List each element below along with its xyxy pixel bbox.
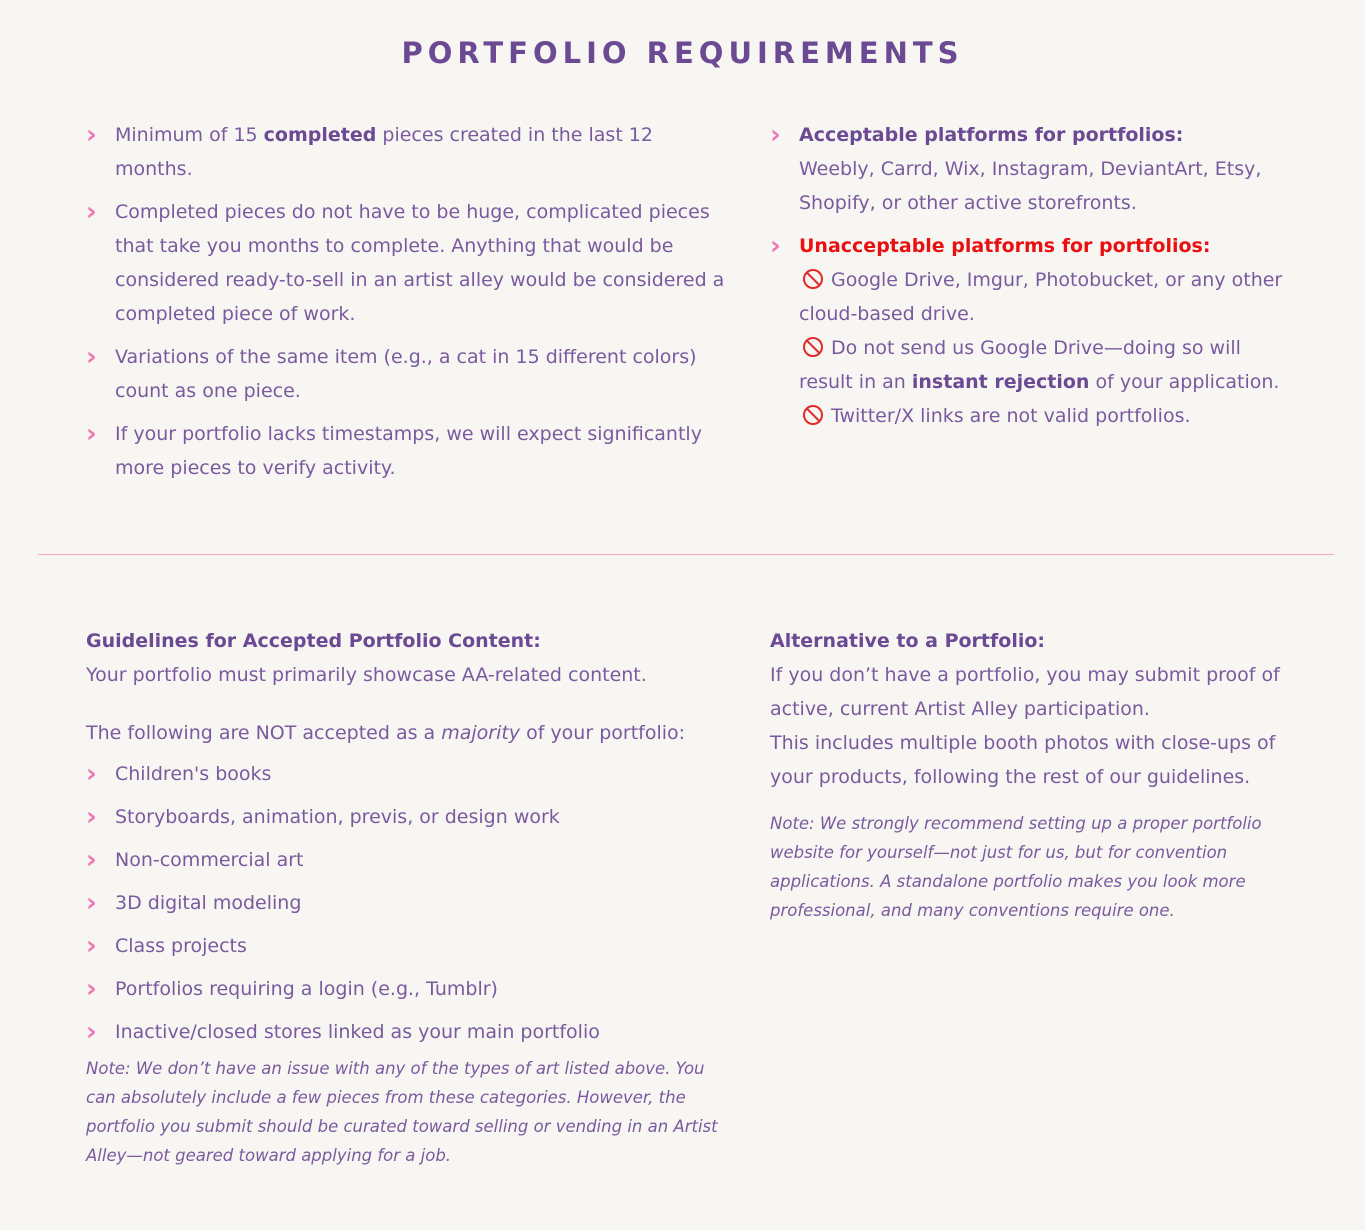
majority-emphasis: majority xyxy=(441,722,521,744)
prohibited-icon xyxy=(803,269,823,289)
acceptable-platforms-heading: Acceptable platforms for portfolios: xyxy=(799,124,1184,146)
not-accepted-list xyxy=(86,757,726,1049)
platforms-section xyxy=(770,118,1285,442)
section-divider xyxy=(38,554,1334,555)
requirement-text: pieces created in the last 12 months. xyxy=(115,124,653,180)
requirement-text: Minimum of 15 xyxy=(115,124,264,146)
list-item: › If your portfolio lacks timestamps, we will expect significantly more pieces to verify activity. xyxy=(86,417,726,485)
list-item: › Children's books xyxy=(86,757,726,791)
list-item: › Completed pieces do not have to be huge, complicated pieces that take you months to complete. Anything that would be considered ready-to-sell in an artist alley would be considered a completed piece of work. xyxy=(86,195,726,331)
guidelines-heading: Guidelines for Accepted Portfolio Content: xyxy=(86,630,541,652)
alternative-text: If you don’t have a portfolio, you may submit proof of active, current Artist Alley participation. xyxy=(770,664,1280,720)
not-accepted-text-end: of your portfolio: xyxy=(520,722,686,744)
alternative-note: Note: We strongly recommend setting up a proper portfolio website for yourself—not just for us, but for convention applications. A standalone portfolio makes you look more professional, and many conventions require one. xyxy=(770,814,1262,920)
list-item: › Storyboards, animation, previs, or design work xyxy=(86,800,726,834)
list-item xyxy=(770,229,1285,433)
guidelines-section xyxy=(86,624,726,1170)
google-drive-warning-end: of your application. xyxy=(1089,371,1280,393)
not-accepted-text: The following are NOT accepted as a xyxy=(86,722,442,744)
alternative-section xyxy=(770,624,1290,925)
list-item: › Class projects xyxy=(86,929,726,963)
list-item xyxy=(770,118,1285,220)
unacceptable-platforms-heading: Unacceptable platforms for portfolios: xyxy=(799,235,1211,257)
page-title: PORTFOLIO REQUIREMENTS xyxy=(401,36,964,70)
alternative-heading: Alternative to a Portfolio: xyxy=(770,630,1045,652)
twitter-warning: Twitter/X links are not valid portfolios. xyxy=(831,405,1191,427)
guidelines-note: Note: We don’t have an issue with any of the types of art listed above. You can absolutely include a few pieces from these categories. However, the portfolio you submit should be curated toward selling or vending in an Artist Alley—not geared toward applying for a job. xyxy=(86,1059,718,1165)
alternative-text-detail: This includes multiple booth photos with close-ups of your products, following the rest of our guidelines. xyxy=(770,732,1276,788)
guidelines-intro: Your portfolio must primarily showcase AA-related content. xyxy=(86,664,647,686)
requirements-section xyxy=(86,118,726,494)
list-item: › Portfolios requiring a login (e.g., Tumblr) xyxy=(86,972,726,1006)
list-item: › 3D digital modeling xyxy=(86,886,726,920)
list-item: › Variations of the same item (e.g., a cat in 15 different colors) count as one piece. xyxy=(86,340,726,408)
platforms-list xyxy=(770,118,1285,433)
google-drive-warning: Do not send us Google Drive—doing so will result in an xyxy=(799,337,1241,393)
acceptable-platforms-text: Weebly, Carrd, Wix, Instagram, DeviantArt, Etsy, Shopify, or other active storefronts. xyxy=(799,158,1262,214)
banned-platforms-text: Google Drive, Imgur, Photobucket, or any other cloud-based drive. xyxy=(799,269,1283,325)
requirement-emphasis: completed xyxy=(263,124,377,146)
not-accepted-intro xyxy=(86,716,726,750)
list-item: › Inactive/closed stores linked as your main portfolio xyxy=(86,1015,726,1049)
instant-rejection-emphasis: instant rejection xyxy=(911,371,1090,393)
prohibited-icon xyxy=(803,405,823,425)
list-item: › Non-commercial art xyxy=(86,843,726,877)
list-item xyxy=(86,118,726,186)
requirements-list xyxy=(86,118,726,485)
prohibited-icon xyxy=(803,337,823,357)
